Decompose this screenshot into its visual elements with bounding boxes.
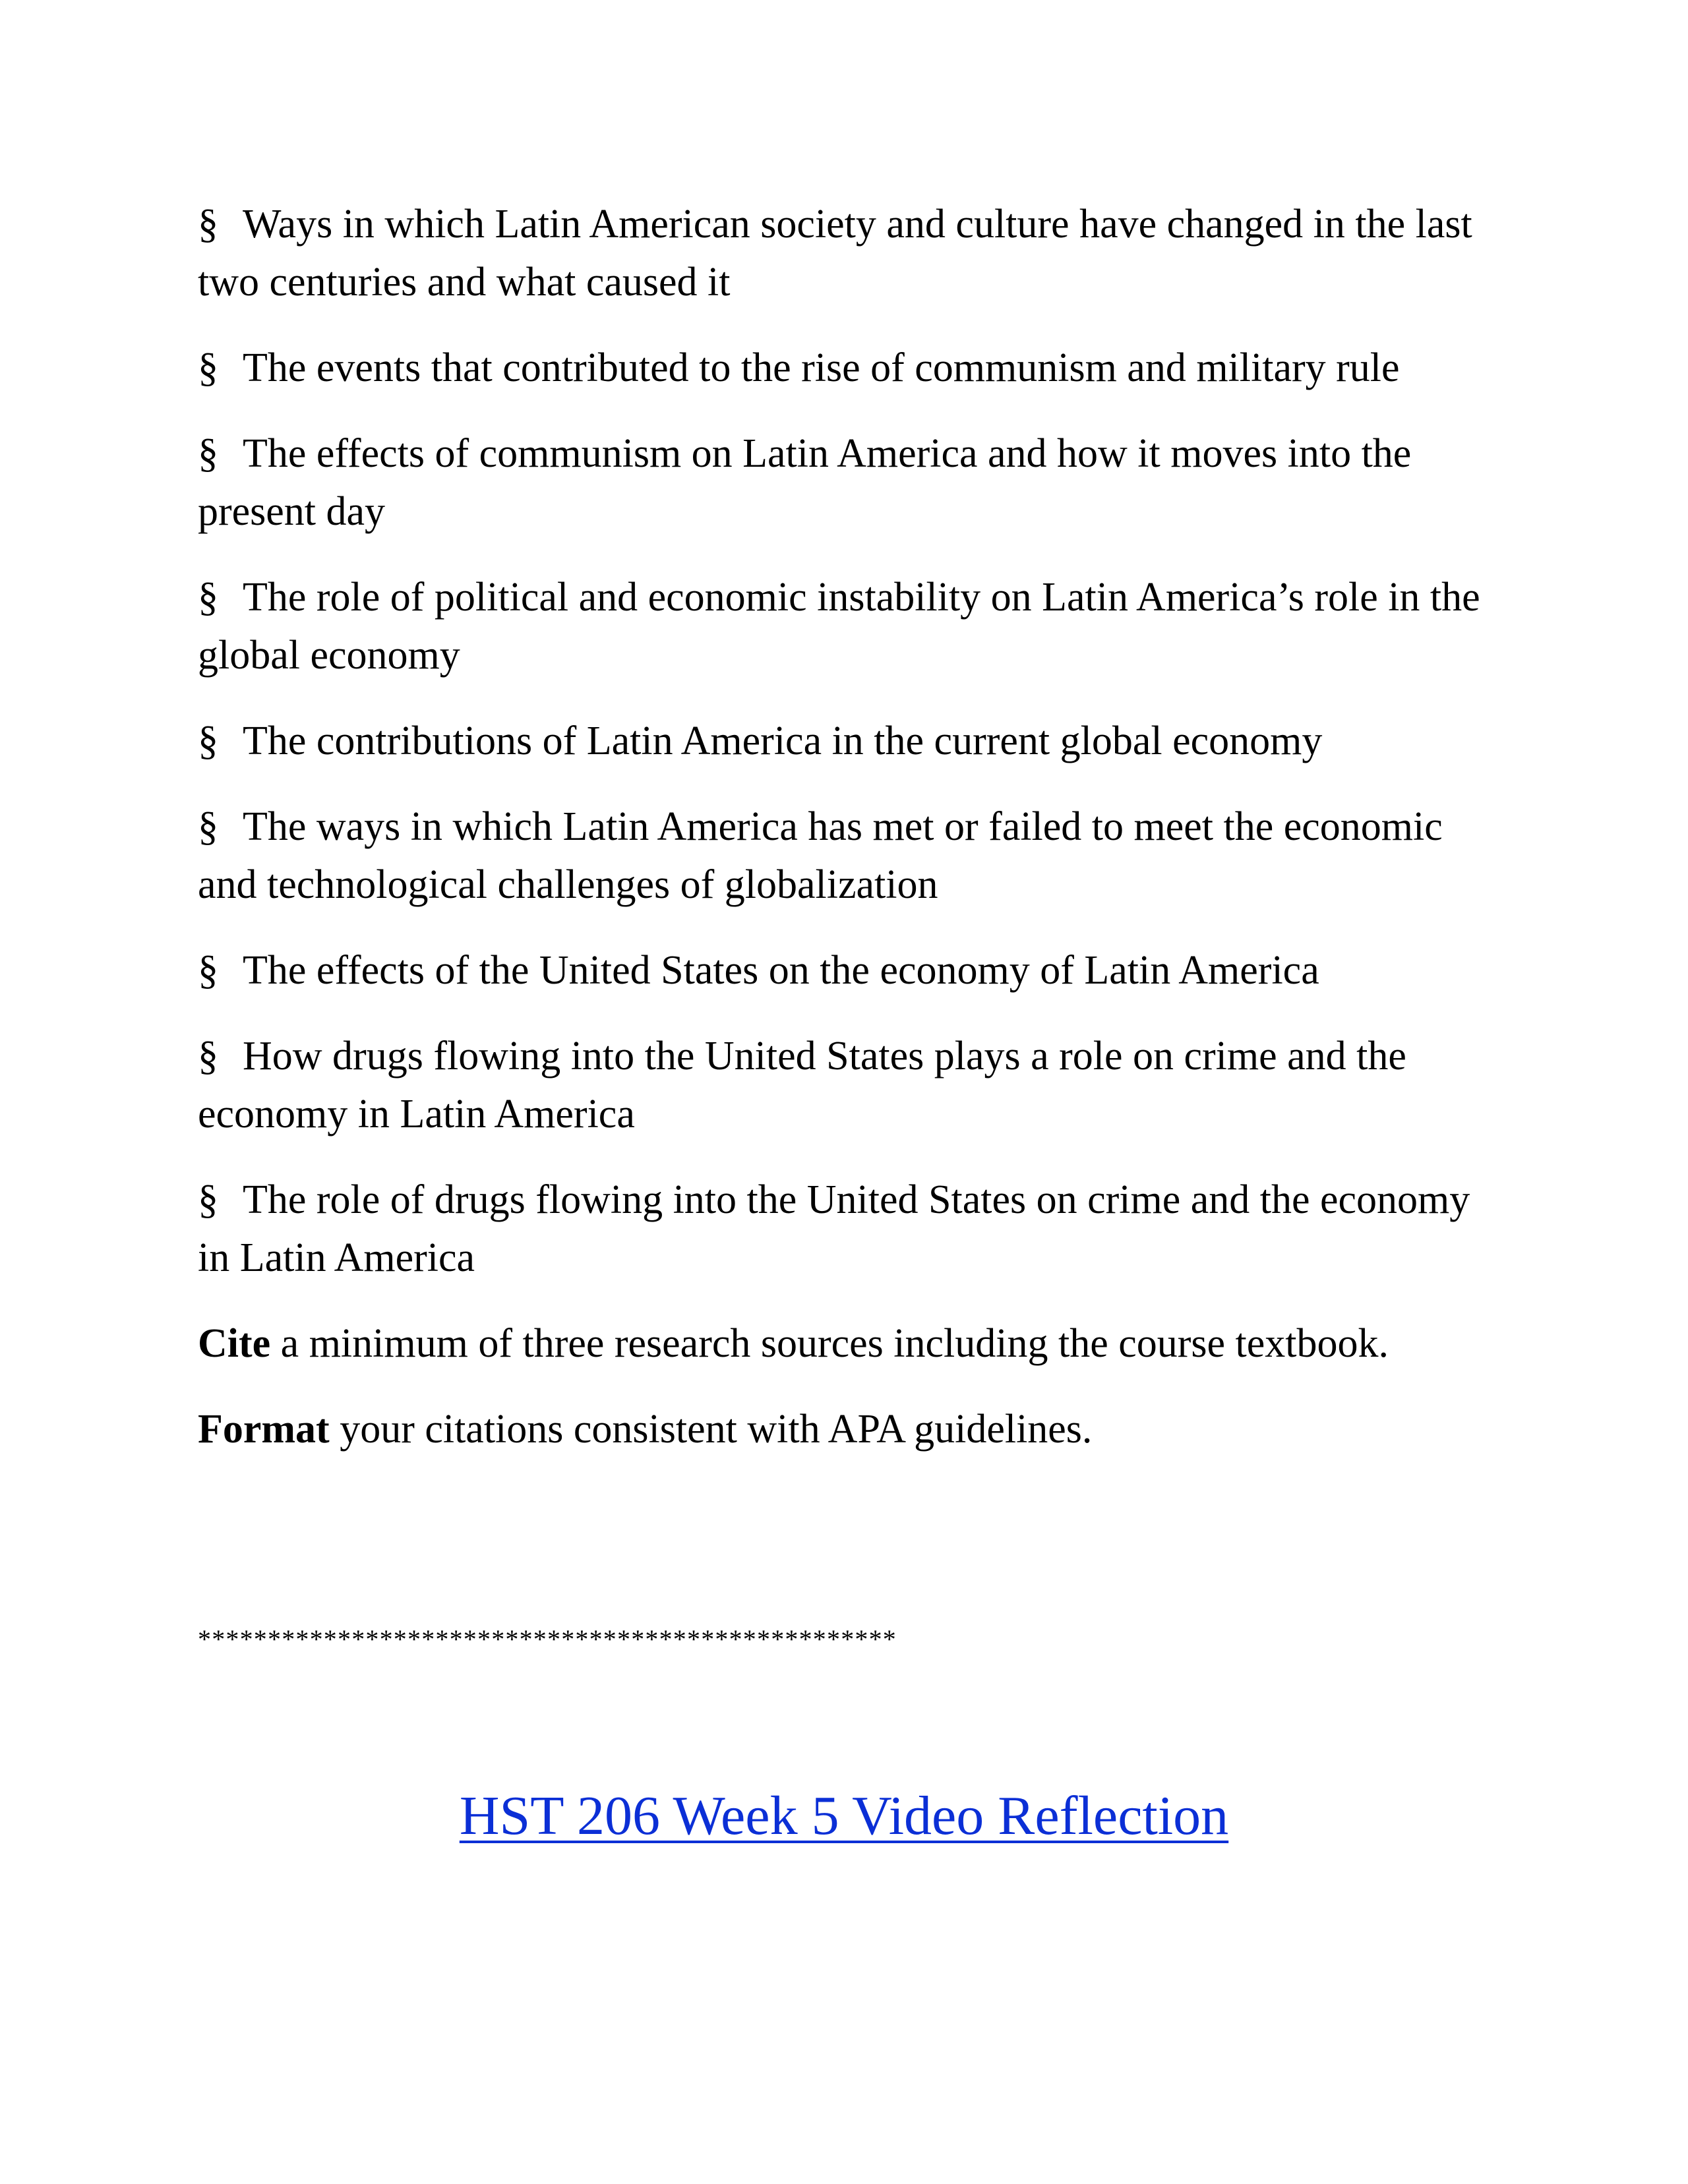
section-sign-icon: §	[198, 575, 218, 620]
cite-instruction	[198, 1314, 1490, 1372]
content-area	[198, 195, 1490, 1486]
bullet-text: The events that contributed to the rise of communism and military rule	[243, 345, 1400, 390]
asterisk-separator: **************************************************	[198, 1624, 897, 1654]
section-sign-icon: §	[198, 719, 218, 763]
bullet-item	[198, 568, 1490, 684]
bullet-text: The contributions of Latin America in the current global economy	[243, 719, 1323, 763]
section-sign-icon: §	[198, 804, 218, 849]
bullet-item	[198, 1027, 1490, 1143]
bullet-item	[198, 798, 1490, 914]
bullet-list	[198, 195, 1490, 1287]
bullet-item	[198, 1171, 1490, 1287]
bullet-text: The effects of the United States on the economy of Latin America	[243, 948, 1319, 993]
section-sign-icon: §	[198, 948, 218, 993]
bullet-item	[198, 195, 1490, 311]
bullet-text: The role of political and economic instability on Latin America’s role in the global economy	[198, 575, 1480, 678]
bullet-text: The role of drugs flowing into the United States on crime and the economy in Latin America	[198, 1177, 1470, 1280]
bullet-text: Ways in which Latin American society and culture have changed in the last two centuries and what caused it	[198, 202, 1472, 305]
bullet-text: The effects of communism on Latin America and how it moves into the present day	[198, 431, 1412, 534]
next-assignment-link[interactable]: HST 206 Week 5 Video Reflection	[459, 1785, 1229, 1846]
next-assignment-heading	[0, 1780, 1688, 1852]
bullet-item	[198, 712, 1490, 770]
bullet-item	[198, 339, 1490, 397]
cite-label: Cite	[198, 1321, 271, 1366]
bullet-text: The ways in which Latin America has met or failed to meet the economic and technological challenges of globalization	[198, 804, 1443, 907]
format-instruction	[198, 1400, 1490, 1458]
bullet-item	[198, 425, 1490, 541]
cite-text: a minimum of three research sources including the course textbook.	[270, 1321, 1389, 1366]
format-label: Format	[198, 1407, 330, 1452]
section-sign-icon: §	[198, 345, 218, 390]
section-sign-icon: §	[198, 1034, 218, 1078]
section-sign-icon: §	[198, 1177, 218, 1222]
section-sign-icon: §	[198, 202, 218, 247]
section-sign-icon: §	[198, 431, 218, 476]
bullet-text: How drugs flowing into the United States plays a role on crime and the economy in Latin America	[198, 1034, 1406, 1136]
format-text: your citations consistent with APA guidelines.	[329, 1407, 1093, 1452]
bullet-item	[198, 941, 1490, 999]
